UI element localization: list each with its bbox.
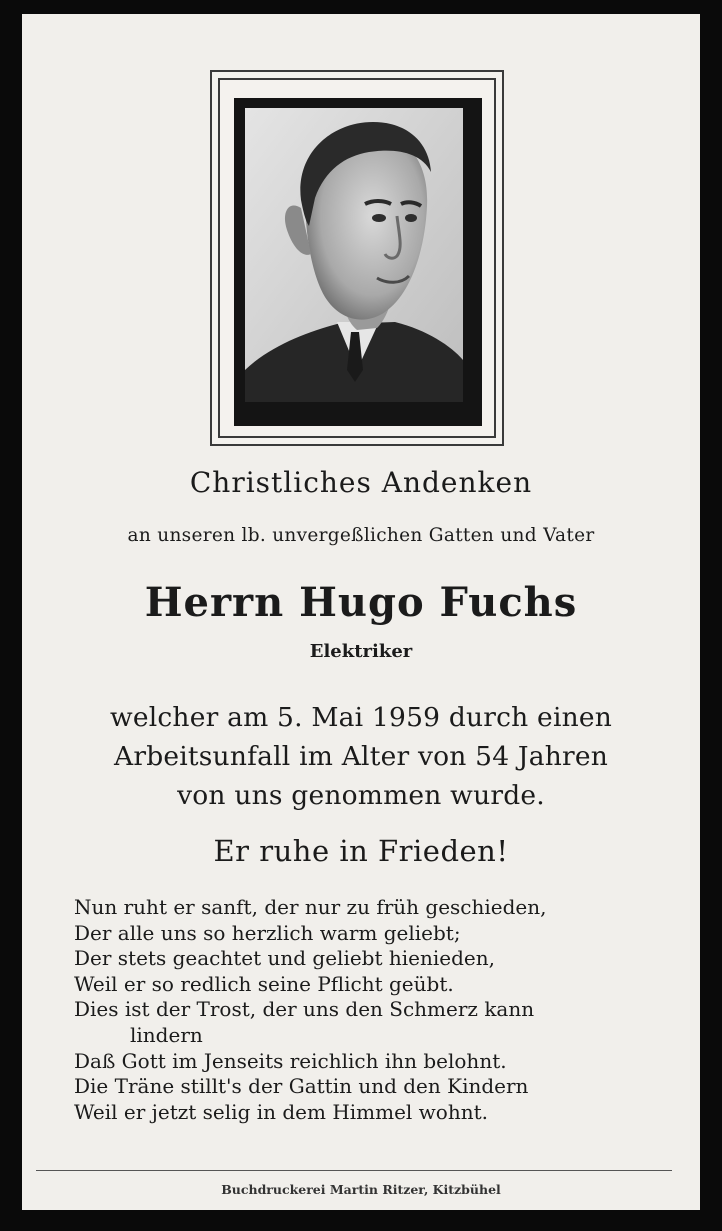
printer-imprint: Buchdruckerei Martin Ritzer, Kitzbühel xyxy=(221,1182,501,1197)
verse-line: Nun ruht er sanft, der nur zu früh geschieden, xyxy=(74,895,547,919)
death-notice-line: Arbeitsunfall im Alter von 54 Jahren xyxy=(113,741,609,772)
death-notice-line: welcher am 5. Mai 1959 durch einen xyxy=(109,702,613,733)
memorial-card xyxy=(22,14,700,1210)
verse-line: Die Träne stillt's der Gattin und den Kindern xyxy=(74,1074,529,1099)
footer-divider xyxy=(36,1170,672,1171)
verse-line: Dies ist der Trost, der uns den Schmerz kann xyxy=(74,997,535,1022)
death-notice-line: von uns genommen wurde. xyxy=(177,780,545,811)
occupation: Elektriker xyxy=(309,641,413,662)
verse-line: lindern xyxy=(130,1022,203,1047)
memorial-verse xyxy=(74,895,684,1125)
photo-border xyxy=(234,98,482,426)
dedication-line: an unseren lb. unvergeßlichen Gatten und Vater xyxy=(127,525,595,546)
photo-frame xyxy=(210,70,504,446)
verse-line: Der alle uns so herzlich warm geliebt; xyxy=(74,920,461,945)
verse-line: Weil er jetzt selig in dem Himmel wohnt. xyxy=(74,1099,488,1124)
blessing: Er ruhe in Frieden! xyxy=(213,834,509,868)
deceased-name: Herrn Hugo Fuchs xyxy=(144,579,578,626)
heading: Christliches Andenken xyxy=(189,466,533,499)
portrait-illustration xyxy=(245,108,463,402)
portrait-photo xyxy=(245,108,463,402)
verse-line: Weil er so redlich seine Pflicht geübt. xyxy=(74,971,454,996)
verse-line: Daß Gott im Jenseits reichlich ihn belohnt. xyxy=(74,1048,507,1073)
verse-line: Der stets geachtet und geliebt hienieden, xyxy=(74,946,495,971)
death-notice xyxy=(22,698,700,815)
